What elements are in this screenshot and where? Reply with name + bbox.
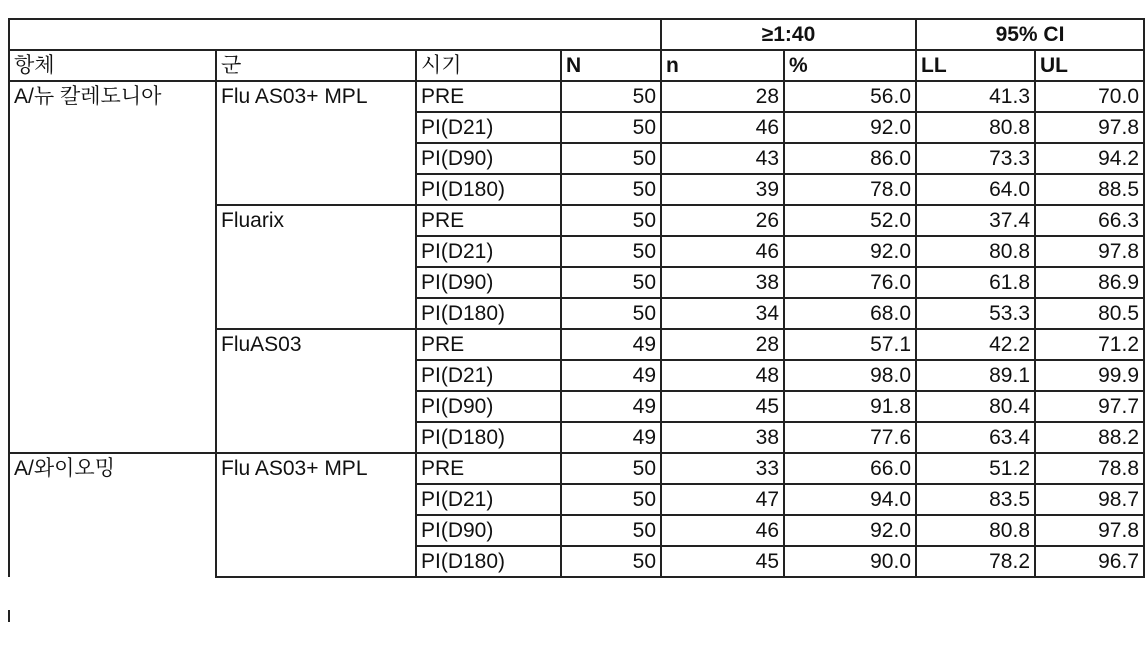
UL-cell: 94.2 xyxy=(1035,143,1144,174)
timepoint-cell: PI(D90) xyxy=(416,143,561,174)
timepoint-cell: PI(D180) xyxy=(416,298,561,329)
UL-cell: 71.2 xyxy=(1035,329,1144,360)
N-cell: 50 xyxy=(561,236,661,267)
UL-cell: 80.5 xyxy=(1035,298,1144,329)
column-header-UL: UL xyxy=(1035,50,1144,81)
LL-cell: 80.4 xyxy=(916,391,1035,422)
group-cell: Flu AS03+ MPL xyxy=(216,81,416,205)
UL-cell: 88.2 xyxy=(1035,422,1144,453)
N-cell: 50 xyxy=(561,267,661,298)
header-blank-cell xyxy=(9,19,661,50)
n-cell: 47 xyxy=(661,484,784,515)
timepoint-cell: PRE xyxy=(416,453,561,484)
LL-cell: 83.5 xyxy=(916,484,1035,515)
timepoint-cell: PI(D180) xyxy=(416,422,561,453)
timepoint-cell: PI(D180) xyxy=(416,546,561,577)
n-cell: 39 xyxy=(661,174,784,205)
percent-cell: 92.0 xyxy=(784,515,916,546)
UL-cell: 78.8 xyxy=(1035,453,1144,484)
column-header-LL: LL xyxy=(916,50,1035,81)
percent-cell: 76.0 xyxy=(784,267,916,298)
n-cell: 48 xyxy=(661,360,784,391)
n-cell: 38 xyxy=(661,267,784,298)
LL-cell: 64.0 xyxy=(916,174,1035,205)
N-cell: 50 xyxy=(561,143,661,174)
N-cell: 50 xyxy=(561,205,661,236)
UL-cell: 97.8 xyxy=(1035,112,1144,143)
group-cell: Fluarix xyxy=(216,205,416,329)
N-cell: 50 xyxy=(561,546,661,577)
timepoint-cell: PI(D21) xyxy=(416,236,561,267)
antibody-cell: A/와이오밍 xyxy=(9,453,216,577)
group-cell: Flu AS03+ MPL xyxy=(216,453,416,577)
n-cell: 34 xyxy=(661,298,784,329)
column-header-antibody: 항체 xyxy=(9,50,216,81)
n-cell: 26 xyxy=(661,205,784,236)
n-cell: 46 xyxy=(661,112,784,143)
column-header-N: N xyxy=(561,50,661,81)
LL-cell: 78.2 xyxy=(916,546,1035,577)
n-cell: 45 xyxy=(661,546,784,577)
table-row xyxy=(9,81,1144,112)
n-cell: 46 xyxy=(661,236,784,267)
timepoint-cell: PI(D90) xyxy=(416,391,561,422)
header-row-2 xyxy=(9,50,1144,81)
antibody-cell: A/뉴 칼레도니아 xyxy=(9,81,216,453)
timepoint-cell: PRE xyxy=(416,205,561,236)
percent-cell: 92.0 xyxy=(784,112,916,143)
N-cell: 50 xyxy=(561,484,661,515)
UL-cell: 97.8 xyxy=(1035,236,1144,267)
UL-cell: 97.7 xyxy=(1035,391,1144,422)
percent-cell: 98.0 xyxy=(784,360,916,391)
percent-cell: 86.0 xyxy=(784,143,916,174)
UL-cell: 96.7 xyxy=(1035,546,1144,577)
UL-cell: 98.7 xyxy=(1035,484,1144,515)
N-cell: 50 xyxy=(561,298,661,329)
LL-cell: 80.8 xyxy=(916,515,1035,546)
percent-cell: 92.0 xyxy=(784,236,916,267)
timepoint-cell: PRE xyxy=(416,81,561,112)
LL-cell: 42.2 xyxy=(916,329,1035,360)
n-cell: 28 xyxy=(661,81,784,112)
timepoint-cell: PI(D180) xyxy=(416,174,561,205)
n-cell: 38 xyxy=(661,422,784,453)
percent-cell: 56.0 xyxy=(784,81,916,112)
n-cell: 33 xyxy=(661,453,784,484)
LL-cell: 53.3 xyxy=(916,298,1035,329)
UL-cell: 99.9 xyxy=(1035,360,1144,391)
percent-cell: 77.6 xyxy=(784,422,916,453)
percent-cell: 78.0 xyxy=(784,174,916,205)
LL-cell: 73.3 xyxy=(916,143,1035,174)
column-header-n: n xyxy=(661,50,784,81)
percent-cell: 94.0 xyxy=(784,484,916,515)
N-cell: 49 xyxy=(561,422,661,453)
column-header-group: 군 xyxy=(216,50,416,81)
column-header-timepoint: 시기 xyxy=(416,50,561,81)
results-table xyxy=(8,18,1145,578)
N-cell: 49 xyxy=(561,360,661,391)
N-cell: 50 xyxy=(561,515,661,546)
LL-cell: 41.3 xyxy=(916,81,1035,112)
percent-cell: 52.0 xyxy=(784,205,916,236)
percent-cell: 90.0 xyxy=(784,546,916,577)
percent-cell: 66.0 xyxy=(784,453,916,484)
table-left-border-extension xyxy=(8,610,10,622)
percent-cell: 91.8 xyxy=(784,391,916,422)
N-cell: 50 xyxy=(561,81,661,112)
LL-cell: 80.8 xyxy=(916,112,1035,143)
timepoint-cell: PI(D21) xyxy=(416,360,561,391)
n-cell: 45 xyxy=(661,391,784,422)
ci-header: 95% CI xyxy=(916,19,1144,50)
UL-cell: 66.3 xyxy=(1035,205,1144,236)
LL-cell: 80.8 xyxy=(916,236,1035,267)
threshold-header: ≥1:40 xyxy=(661,19,916,50)
timepoint-cell: PI(D90) xyxy=(416,515,561,546)
n-cell: 46 xyxy=(661,515,784,546)
UL-cell: 88.5 xyxy=(1035,174,1144,205)
LL-cell: 63.4 xyxy=(916,422,1035,453)
LL-cell: 51.2 xyxy=(916,453,1035,484)
timepoint-cell: PI(D21) xyxy=(416,112,561,143)
timepoint-cell: PRE xyxy=(416,329,561,360)
n-cell: 43 xyxy=(661,143,784,174)
group-cell: FluAS03 xyxy=(216,329,416,453)
timepoint-cell: PI(D90) xyxy=(416,267,561,298)
header-row-1 xyxy=(9,19,1144,50)
N-cell: 49 xyxy=(561,329,661,360)
N-cell: 50 xyxy=(561,112,661,143)
timepoint-cell: PI(D21) xyxy=(416,484,561,515)
N-cell: 50 xyxy=(561,453,661,484)
LL-cell: 37.4 xyxy=(916,205,1035,236)
n-cell: 28 xyxy=(661,329,784,360)
LL-cell: 89.1 xyxy=(916,360,1035,391)
N-cell: 49 xyxy=(561,391,661,422)
column-header-percent: % xyxy=(784,50,916,81)
table-row xyxy=(9,453,1144,484)
percent-cell: 57.1 xyxy=(784,329,916,360)
percent-cell: 68.0 xyxy=(784,298,916,329)
N-cell: 50 xyxy=(561,174,661,205)
UL-cell: 97.8 xyxy=(1035,515,1144,546)
UL-cell: 86.9 xyxy=(1035,267,1144,298)
LL-cell: 61.8 xyxy=(916,267,1035,298)
UL-cell: 70.0 xyxy=(1035,81,1144,112)
